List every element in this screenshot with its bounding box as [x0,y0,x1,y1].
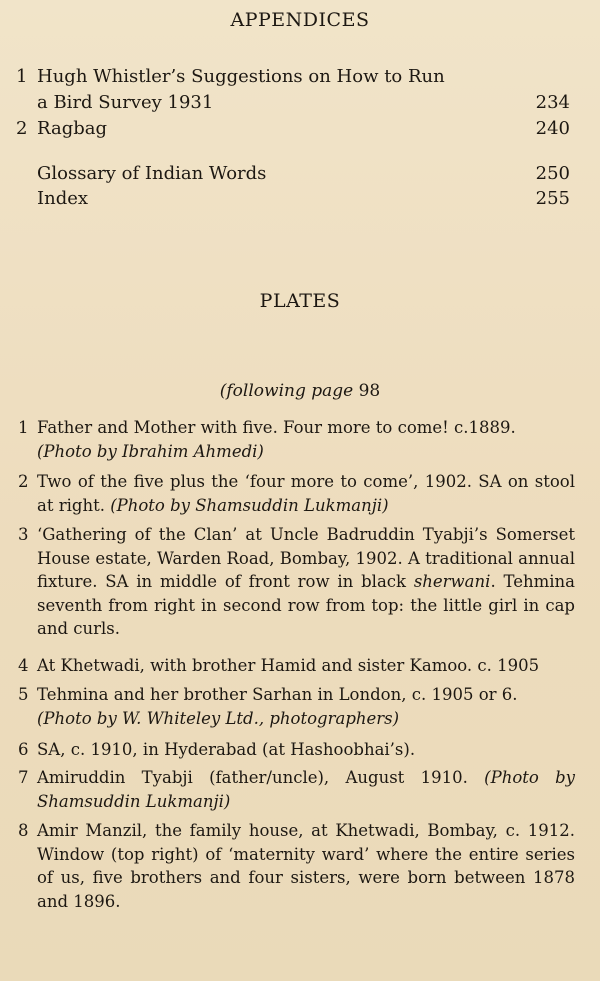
plate-caption [37,738,575,762]
entry-number: 1 [16,66,28,87]
plate-description: SA, c. 1910, in Hyderabad (at Hashoobhai’s). [37,740,416,759]
plate-caption [37,416,575,463]
entry-title: a Bird Survey 1931 [37,92,214,113]
plate-number: 6 [18,740,29,759]
plate-number: 4 [18,656,29,675]
plate-caption [37,683,575,730]
plate-description-part: . Tehmina seventh from right in second row from top: the little girl in cap and curls. [37,572,575,638]
entry-number: 2 [16,118,28,139]
appendix-entry [0,116,600,142]
entry-page-number: 240 [535,118,570,139]
following-label: (following page [219,381,354,401]
appendix-entry [0,64,600,90]
plate-number: 7 [18,768,29,787]
entry-title: Glossary of Indian Words [37,163,267,184]
plate-description: At Khetwadi, with brother Hamid and sister Kamoo. c. 1905 [37,656,540,675]
appendices-heading: APPENDICES [230,9,370,31]
entry-title: Ragbag [37,118,107,139]
plate-number: 1 [18,418,29,437]
plate-description-part: ‘Gathering of the Clan’ at Uncle Badruddin Tyabji’s Somerset House estate, Warden Road, Bombay, 1902. A traditional annual fixture. SA in middle of front row in black [37,525,575,591]
appendix-entry [0,186,600,212]
plate-caption [37,523,575,641]
plate-description: Tehmina and her brother Sarhan in London, c. 1905 or 6. [37,685,518,704]
plate-number: 8 [18,821,29,840]
plate-photo-credit: (Photo by Shamsuddin Lukmanji) [110,495,389,515]
plate-photo-credit: (Photo by Shamsuddin Lukmanji) [37,768,576,811]
plate-number: 2 [18,472,29,491]
plate-caption [37,766,575,813]
plate-number: 5 [18,685,29,704]
entry-title: Index [37,188,89,209]
entry-page-number: 255 [535,188,570,209]
entry-title: Hugh Whistler’s Suggestions on How to Run [37,66,445,87]
plate-caption [37,819,575,913]
entry-page-number: 250 [535,163,570,184]
plates-heading: PLATES [259,290,341,312]
plate-number: 3 [18,525,29,544]
appendix-entry-continued [0,90,600,116]
plate-description: Two of the five plus the ‘four more to come’, 1902. SA on stool at right. [37,472,575,515]
following-page-note [0,381,600,401]
following-page-number: 98 [358,381,381,401]
plate-description-italic: sherwani [413,572,491,591]
plate-photo-credit: (Photo by Ibrahim Ahmedi) [37,441,264,461]
plate-caption [37,654,575,678]
appendix-entry [0,161,600,187]
plate-description: Amir Manzil, the family house, at Khetwadi, Bombay, c. 1912. Window (top right) of ‘maternity ward’ where the entire series of us, five brothers and four sisters, were born between 1878 and 1896. [37,821,575,911]
plate-caption [37,470,575,517]
plate-photo-credit: (Photo by W. Whiteley Ltd., photographers) [37,708,400,728]
entry-page-number: 234 [535,92,570,113]
plate-description: Father and Mother with five. Four more to come! c.1889. [37,418,516,437]
plate-description: Amiruddin Tyabji (father/uncle), August 1910. [37,768,468,787]
